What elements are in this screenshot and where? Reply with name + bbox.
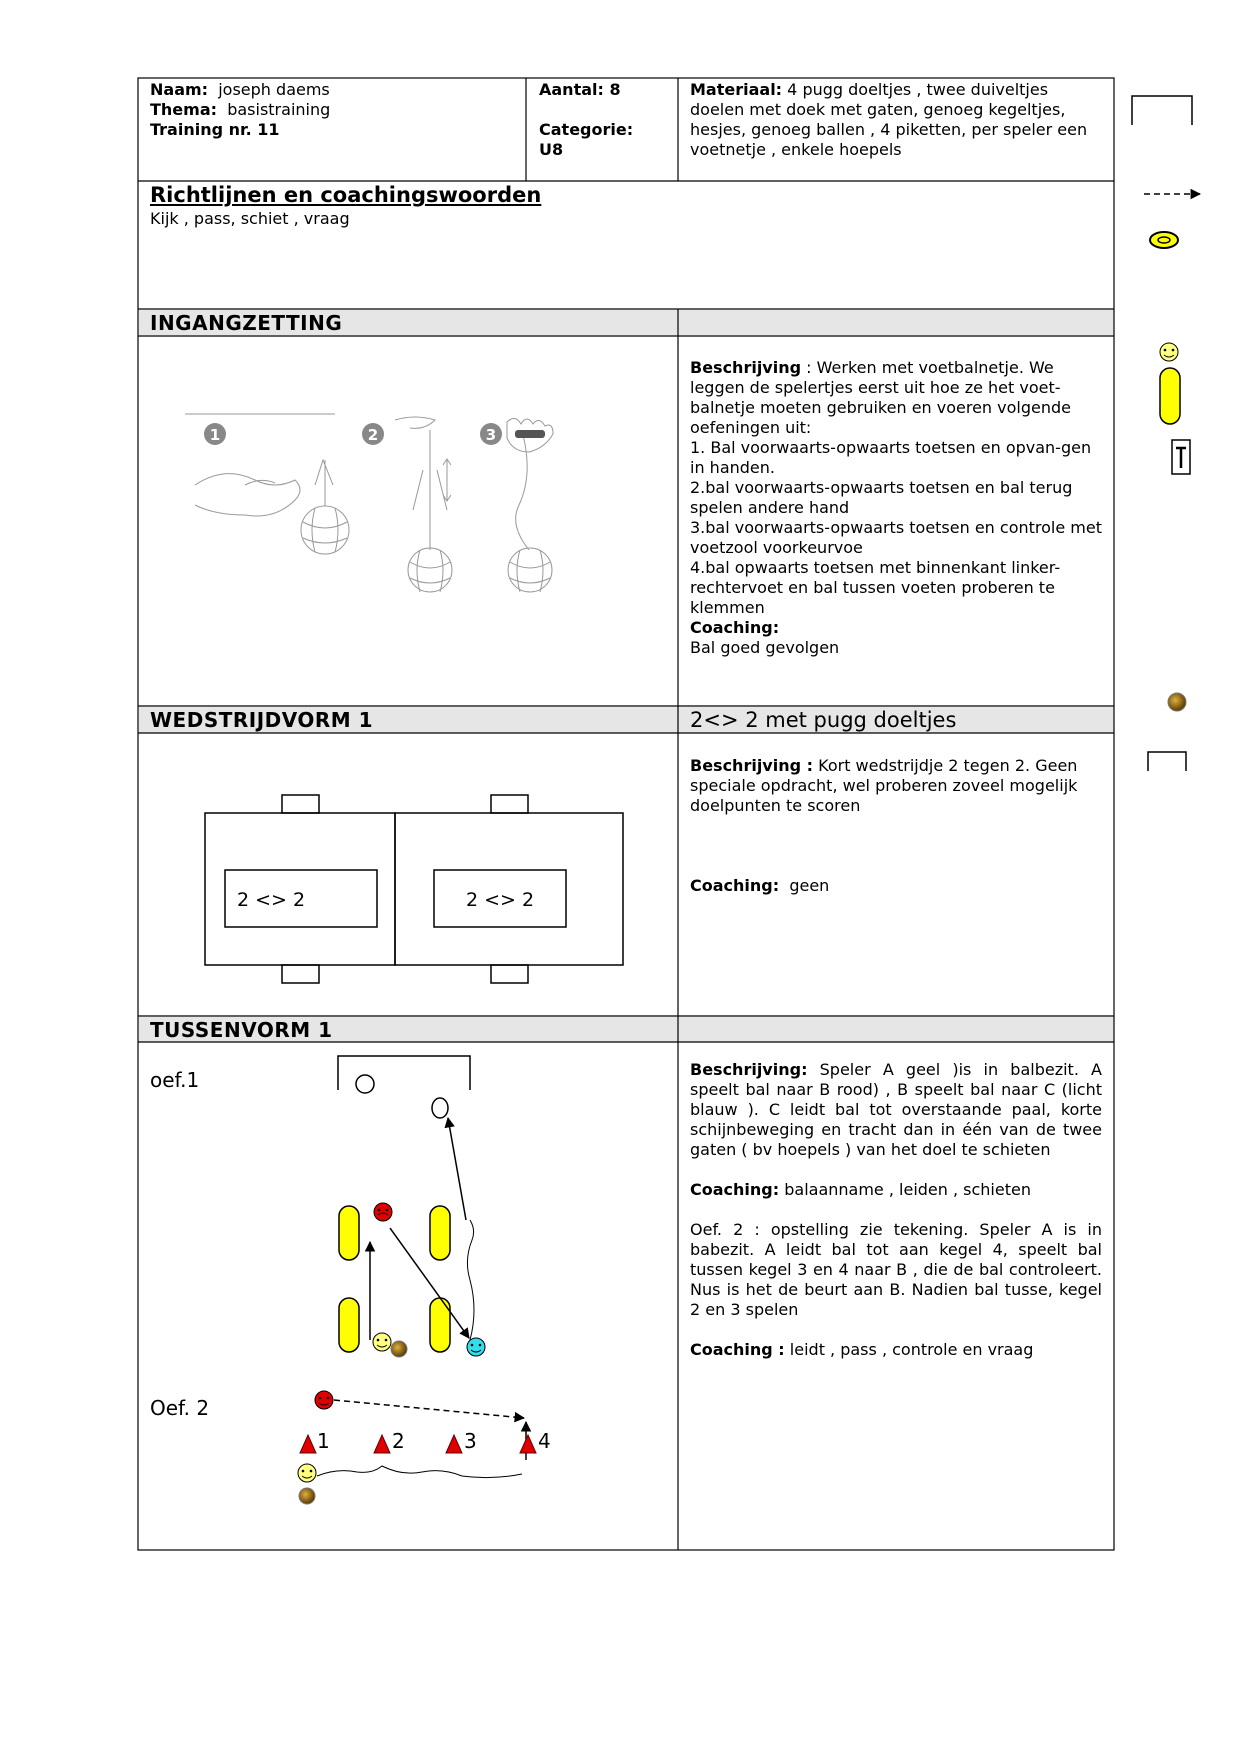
cone-number-4: 4 xyxy=(538,1429,551,1453)
wedstrijdvorm-coaching-label: Coaching: xyxy=(690,876,780,895)
wedstrijdvorm-coaching-text: geen xyxy=(789,876,830,895)
small-goal-icon xyxy=(1148,752,1186,771)
field-label-left: 2 <> 2 xyxy=(236,889,306,911)
smiley-icon xyxy=(1160,343,1178,361)
cone-1 xyxy=(300,1435,316,1453)
player-a-yellow xyxy=(373,1333,391,1351)
training-label: Training nr. 11 xyxy=(150,120,280,139)
oef1-label: oef.1 xyxy=(150,1068,200,1092)
legend-icons xyxy=(1120,80,1230,800)
thema-value: basistraining xyxy=(227,100,331,119)
ingangzetting-coaching-label: Coaching: xyxy=(690,618,780,637)
wedstrijdvorm-coaching xyxy=(690,876,1102,896)
header-right-cell xyxy=(690,80,1100,160)
pole-icon xyxy=(1160,368,1180,424)
ingangzetting-title: INGANGZETTING xyxy=(150,311,343,335)
player-a-yellow-oef2 xyxy=(298,1464,316,1482)
tussenvorm-desc-label: Beschrijving: xyxy=(690,1060,808,1079)
pugg-goal-right-bottom xyxy=(491,965,528,983)
tussenvorm-title: TUSSENVORM 1 xyxy=(150,1018,333,1042)
tussenvorm-coaching2-label: Coaching : xyxy=(690,1340,785,1359)
dribble-path-oef2 xyxy=(317,1466,522,1478)
cone-number-1: 1 xyxy=(317,1429,330,1453)
tussenvorm-coaching2-text: leidt , pass , controle en vraag xyxy=(789,1340,1034,1359)
cone-number-2: 2 xyxy=(392,1429,405,1453)
wedstrijdvorm-desc-label: Beschrijving : xyxy=(690,756,814,775)
cone-3 xyxy=(446,1435,462,1453)
aantal-label: Aantal: 8 xyxy=(539,80,621,99)
materiaal-value: 4 pugg doeltjes , twee duiveltjes doelen met doek met gaten, genoeg kegeltjes, hesjes, genoeg ballen , 4 piketten, per speler een voetnetje , enkele hoepels xyxy=(690,80,1088,159)
ingangzetting-step-2: 2.bal voorwaarts-opwaarts toetsen en bal terug spelen andere hand xyxy=(690,478,1073,517)
pugg-goal-left-bottom xyxy=(282,965,319,983)
ingangzetting-coaching-text: Bal goed gevolgen xyxy=(690,638,840,657)
figure-number-badges xyxy=(204,423,502,445)
ingangzetting-description xyxy=(690,358,1102,658)
player-b-red xyxy=(374,1203,392,1221)
field-label-right: 2 <> 2 xyxy=(465,889,535,911)
pole-3 xyxy=(339,1298,359,1352)
wedstrijdvorm-title: WEDSTRIJDVORM 1 xyxy=(150,708,374,732)
figure-number-1: 1 xyxy=(209,426,221,444)
ball-oef1 xyxy=(391,1341,407,1357)
voetbalnetje-illustration xyxy=(185,410,605,600)
header-mid-cell xyxy=(539,80,674,160)
tussenvorm-description xyxy=(690,1060,1102,1360)
tussenvorm-desc-text: Speler A geel )is in balbezit. A speelt bal naar B rood) , B speelt bal naar C (licht blauw ). C leidt bal tot overstaande paal, korte schijnbeweging en tracht dan in één van de twee gaten ( bv hoepels ) van het doel te schieten xyxy=(690,1060,1103,1159)
ingangzetting-step-4: 4.bal opwaarts toetsen met binnenkant linker-rechtervoet en bal tussen voeten proberen te klemmen xyxy=(690,558,1061,617)
naam-label: Naam: xyxy=(150,80,209,99)
cone-2 xyxy=(374,1435,390,1453)
richtlijnen-text: Kijk , pass, schiet , vraag xyxy=(150,209,350,228)
ball-icon xyxy=(1168,693,1186,711)
materiaal-label: Materiaal: xyxy=(690,80,783,99)
thema-label: Thema: xyxy=(150,100,218,119)
hoop-right xyxy=(432,1098,448,1118)
ingangzetting-step-1: 1. Bal voorwaarts-opwaarts toetsen en opvan-gen in handen. xyxy=(690,438,1092,477)
tussenvorm-coaching1-text: balaanname , leiden , schieten xyxy=(784,1180,1031,1199)
categorie-value: U8 xyxy=(539,140,564,159)
header-left-cell xyxy=(150,80,520,140)
naam-value: joseph daems xyxy=(218,80,330,99)
player-b-red-oef2 xyxy=(315,1391,333,1409)
tussenvorm-coaching1-label: Coaching: xyxy=(690,1180,780,1199)
wedstrijdvorm-desc-text: Kort wedstrijdje 2 tegen 2. Geen speciale opdracht, wel proberen zoveel mogelijk doelpunten te scoren xyxy=(690,756,1078,815)
cone-number-3: 3 xyxy=(464,1429,477,1453)
player-c-lightblue xyxy=(467,1338,485,1356)
ingangzetting-step-3: 3.bal voorwaarts-opwaarts toetsen en controle met voetzool voorkeurvoe xyxy=(690,518,1102,557)
pole-1 xyxy=(339,1206,359,1260)
figure-number-2: 2 xyxy=(367,426,379,444)
pass-arrow-oef2 xyxy=(334,1400,524,1418)
pole-2 xyxy=(430,1206,450,1260)
tussenvorm-oef2-text: Oef. 2 : opstelling zie tekening. Speler A is in babezit. A leidt bal tot aan kegel 4, speelt bal tussen kegel 3 en 4 naar B , die de bal controleert. Nus is het de beurt aan B. Nadien bal tusse, kegel 2 en 3 spelen xyxy=(690,1220,1102,1319)
wedstrijdvorm-subtitle: 2<> 2 met pugg doeltjes xyxy=(690,708,957,732)
pugg-goal-left-top xyxy=(282,795,319,813)
ingangzetting-desc-label: Beschrijving xyxy=(690,358,802,377)
richtlijnen-title: Richtlijnen en coachingswoorden xyxy=(150,183,542,207)
picket-icon xyxy=(1172,440,1190,474)
goal-icon xyxy=(1132,96,1192,125)
categorie-label: Categorie: xyxy=(539,120,634,139)
ingangzetting-desc-intro: : Werken met voetbalnetje. We leggen de spelertjes eerst uit hoe ze het voet-balnetje moeten gebruiken en voeren volgende oefeningen uit: xyxy=(690,358,1071,437)
wedstrijdvorm-field-diagram xyxy=(200,790,640,990)
ball-oef2 xyxy=(299,1488,315,1504)
tussenvorm-diagram xyxy=(220,1050,640,1540)
cone-4 xyxy=(520,1435,536,1453)
pugg-goal-right-top xyxy=(491,795,528,813)
figure-number-3: 3 xyxy=(485,426,497,444)
hoop-left xyxy=(356,1075,374,1093)
oef2-label: Oef. 2 xyxy=(150,1396,210,1420)
wedstrijdvorm-description xyxy=(690,756,1102,816)
